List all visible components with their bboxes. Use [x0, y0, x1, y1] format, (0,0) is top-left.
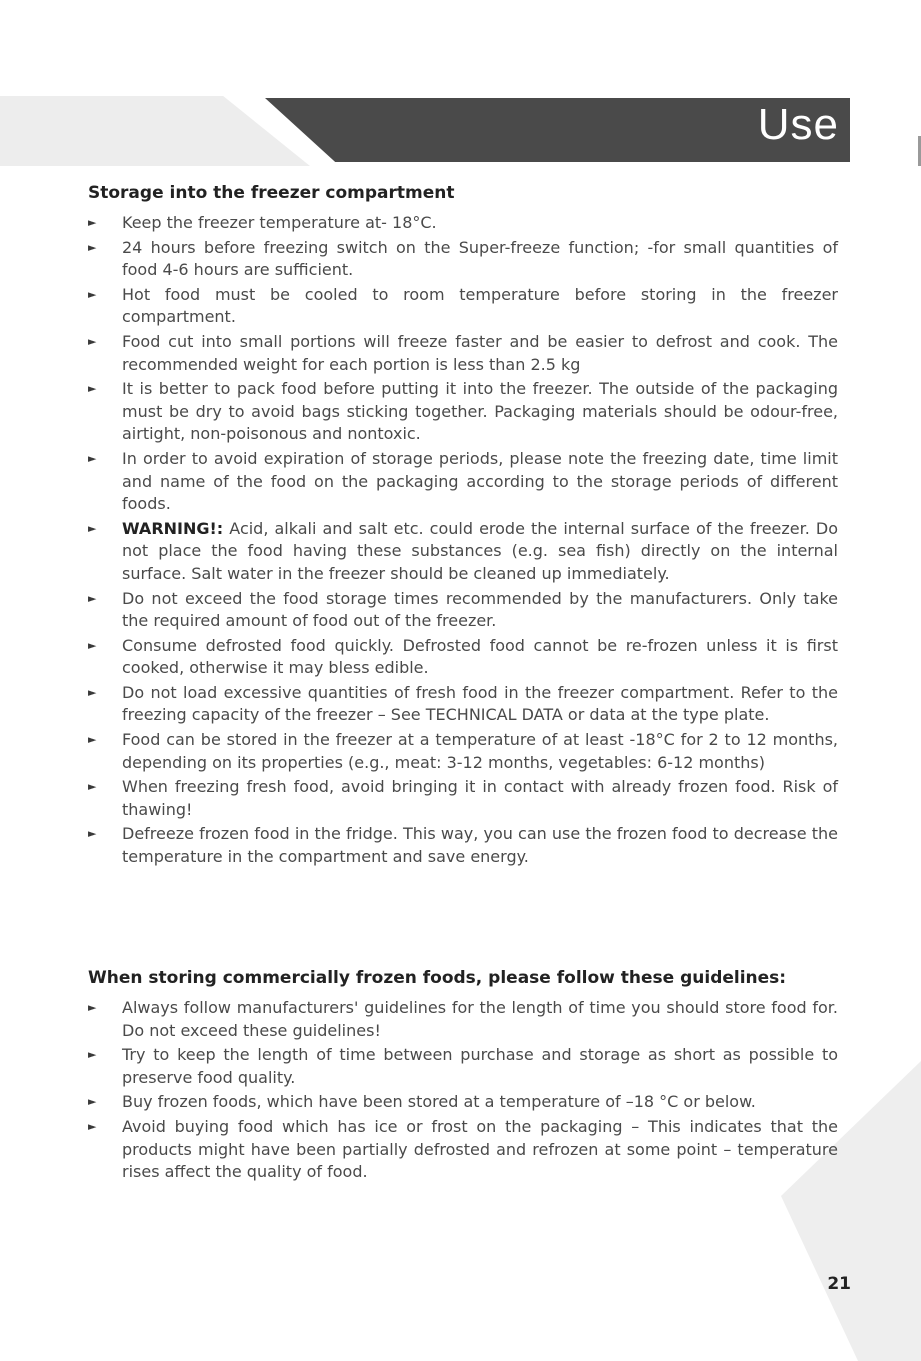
page-number: 21 [827, 1274, 851, 1294]
bullet-arrow-icon: ► [88, 382, 97, 396]
list-item [88, 518, 838, 586]
section-commercial-frozen-guidelines [88, 967, 838, 1186]
bullet-arrow-icon: ► [88, 733, 97, 747]
list-item [88, 823, 838, 868]
list-item-text: Consume defrosted food quickly. Defrosted food cannot be re-frozen unless it is first cooked, otherwise it may bless edible. [122, 635, 838, 678]
bullet-arrow-icon: ► [88, 521, 97, 535]
list-item-text: Buy frozen foods, which have been stored at a temperature of –18 °C or below. [122, 1092, 756, 1112]
list-item-text: Hot food must be cooled to room temperature before storing in the freezer compartment. [122, 284, 838, 327]
list-item [88, 588, 838, 633]
list-item-text: Do not load excessive quantities of fresh food in the freezer compartment. Refer to the freezing capacity of the freezer – See TECHNICAL DATA or data at the type plate. [122, 682, 838, 725]
bullet-arrow-icon: ► [88, 685, 97, 699]
list-item [88, 729, 838, 774]
list-item [88, 776, 838, 821]
list-item [88, 331, 838, 376]
bullet-arrow-icon: ► [88, 638, 97, 652]
list-item-text: Do not exceed the food storage times recommended by the manufacturers. Only take the required amount of food out of the freezer. [122, 588, 838, 631]
list-item-text: Always follow manufacturers' guidelines for the length of time you should store food for. Do not exceed these guidelines! [122, 998, 838, 1040]
page-title: Use [757, 100, 839, 149]
list-item [88, 1116, 838, 1184]
bullet-arrow-icon: ► [88, 591, 97, 605]
bullet-arrow-icon: ► [88, 216, 97, 229]
bullet-arrow-icon: ► [88, 1119, 97, 1133]
bullet-arrow-icon: ► [88, 287, 97, 301]
bullet-list [88, 212, 838, 869]
list-item-text: Keep the freezer temperature at- 18°C. [122, 213, 437, 232]
bullet-arrow-icon: ► [88, 780, 97, 794]
bullet-arrow-icon: ► [88, 1048, 97, 1062]
list-item-text: When freezing fresh food, avoid bringing it in contact with already frozen food. Risk of thawing! [122, 777, 838, 819]
list-item-text: It is better to pack food before putting it into the freezer. The outside of the packaging must be dry to avoid bags sticking together. Packaging materials should be odour-free, airtight, non-poisonous and nontoxic. [122, 379, 838, 444]
bullet-arrow-icon: ► [88, 240, 97, 254]
list-item [88, 212, 838, 235]
list-item [88, 1044, 838, 1089]
bullet-arrow-icon: ► [88, 1095, 97, 1109]
section-title: When storing commercially frozen foods, please follow these guidelines: [88, 968, 787, 988]
bullet-arrow-icon: ► [88, 827, 97, 841]
section-freezer-storage [88, 182, 838, 871]
bullet-list [88, 997, 838, 1184]
list-item [88, 1091, 838, 1114]
bullet-arrow-icon: ► [88, 334, 97, 348]
list-item [88, 448, 838, 516]
list-item-text: Avoid buying food which has ice or frost on the packaging – This indicates that the products might have been partially defrosted and refrozen at some point – temperature rises affect the quality of food. [122, 1116, 838, 1182]
list-item [88, 378, 838, 446]
list-item-text: In order to avoid expiration of storage periods, please note the freezing date, time limit and name of the food on the packaging according to the storage periods of different foods. [122, 448, 838, 514]
list-item-text: Try to keep the length of time between purchase and storage as short as possible to preserve food quality. [122, 1045, 838, 1087]
list-item-text: Defreeze frozen food in the fridge. This way, you can use the frozen food to decrease the temperature in the compartment and save energy. [122, 824, 838, 867]
list-item-text: 24 hours before freezing switch on the Super-freeze function; -for small quantities of food 4-6 hours are sufficient. [122, 237, 838, 280]
list-item [88, 997, 838, 1042]
list-item-text: Food can be stored in the freezer at a temperature of at least -18°C for 2 to 12 months, depending on its properties (e.g., meat: 3-12 months, vegetables: 6-12 months) [122, 730, 838, 772]
list-item [88, 682, 838, 727]
header-decoration-light [0, 96, 310, 166]
list-item-text: Acid, alkali and salt etc. could erode the internal surface of the freezer. Do not place the food having these substances (e.g. sea fish) directly on the internal surface. Salt water in the freezer should be cleaned up immediately. [122, 518, 838, 583]
bullet-arrow-icon: ► [88, 1001, 97, 1014]
warning-label: WARNING!: [122, 518, 224, 538]
bullet-arrow-icon: ► [88, 451, 97, 465]
list-item [88, 237, 838, 282]
list-item [88, 284, 838, 329]
section-title: Storage into the freezer compartment [88, 183, 455, 203]
list-item [88, 635, 838, 680]
list-item-text: Food cut into small portions will freeze faster and be easier to defrost and cook. The recommended weight for each portion is less than 2.5 kg [122, 331, 838, 374]
